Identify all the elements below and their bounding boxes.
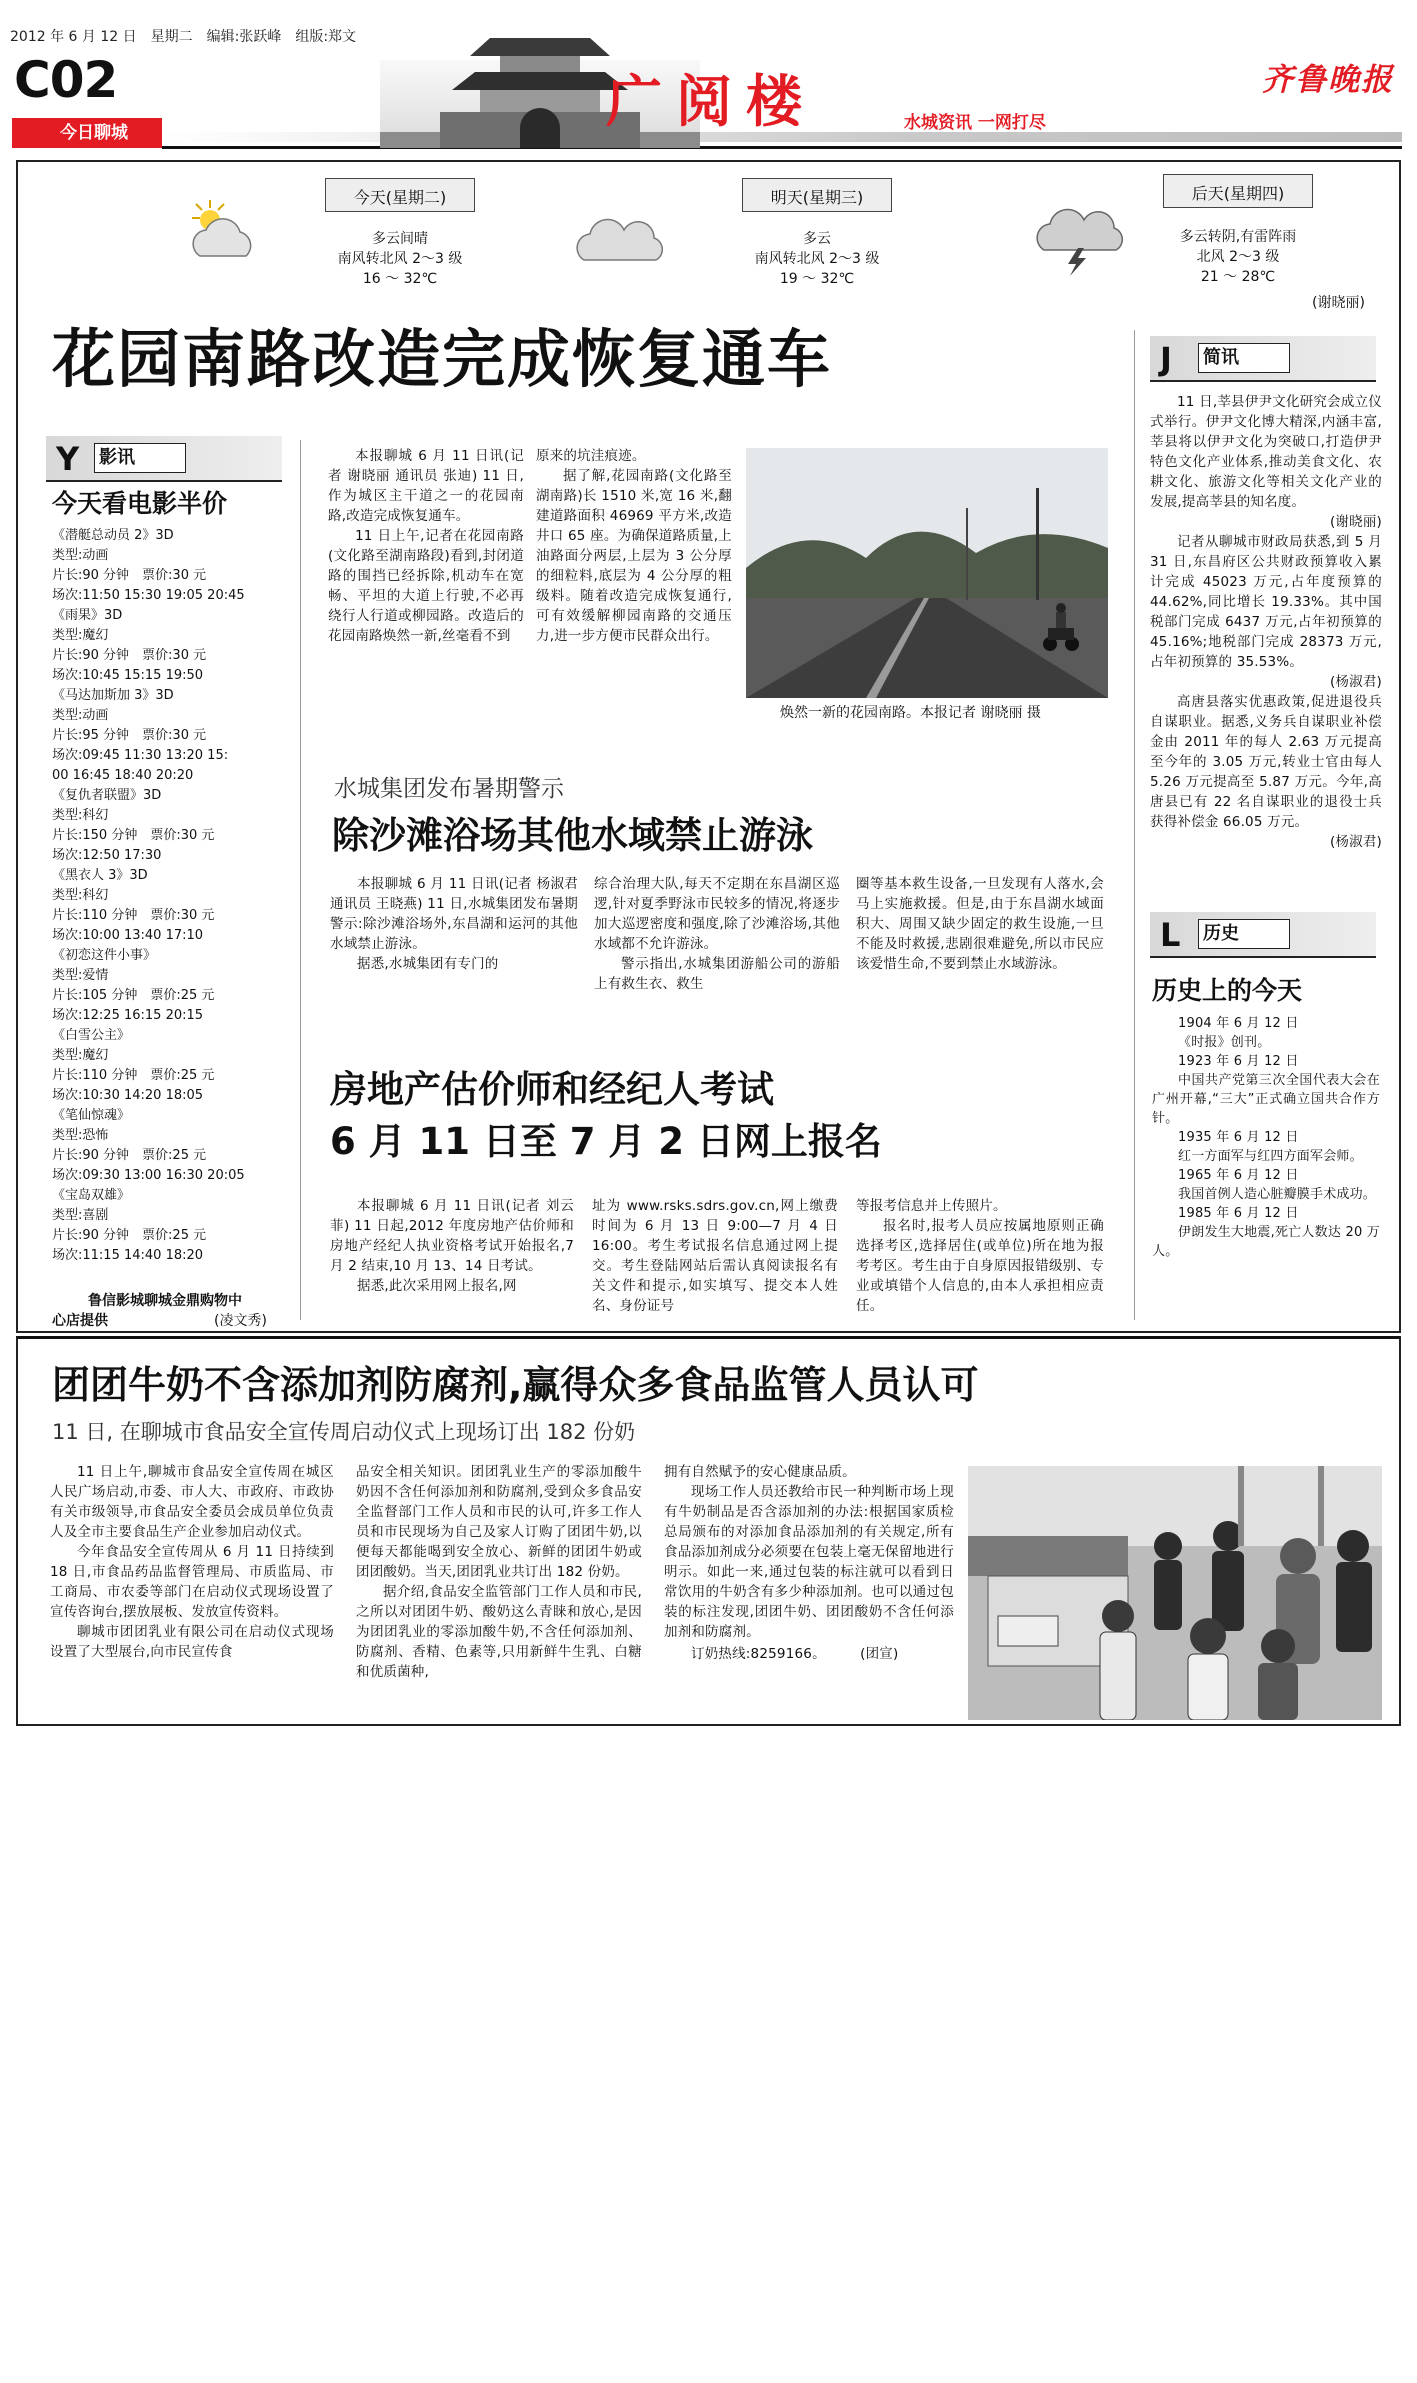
weather-day-1-line-2: 南风转北风 2～3 级 [337,251,463,267]
header-rule [162,146,1402,149]
movie-listing-line: 《潜艇总动员 2》3D [52,528,174,543]
lead-para-4: 据了解,花园南路(文化路至湖南路)长 1510 米,宽 16 米,翻建道路面积 46969 平方米,改造井口 65 座。为确保道路质量,上油路面分两层,上层为 3 公分厚的细粒料,底层为 4 公分厚的粗级料。随着改造完成恢复通行,可有效缓解柳园南路的交通压力,进一步方便市民群众出行。 [536,468,732,644]
movie-listing-line: 《复仇者联盟》3D [52,788,162,803]
movie-listing-line: 片长:95 分钟 票价:30 元 [52,728,207,743]
road-photo [746,448,1108,698]
milk-subhead: 11 日, 在聊城市食品安全宣传周启动仪式上现场订出 182 份奶 [52,1420,636,1444]
movie-listing-line: 类型:科幻 [52,888,109,903]
movies-listing [52,526,288,1266]
weather-day-1-label: 今天(星期二) [353,188,447,207]
movie-listing-line: 场次:10:45 15:15 19:50 [52,668,204,683]
swim-para-4: 警示指出,水城集团游船公司的游船上有救生衣、救生 [594,956,840,992]
movie-listing-line: 00 16:45 18:40 20:20 [52,768,194,783]
movie-listing-line: 类型:动画 [52,548,109,563]
dateline: 2012 年 6 月 12 日 星期二 编辑:张跃峰 组版:郑文 [10,29,357,45]
weather-day-2-line-1: 多云 [803,231,831,247]
briefs-body [1150,392,1382,852]
milk-para-1: 11 日上午,聊城市食品安全宣传周在城区人民广场启动,市委、市人大、市政府、市政协有关市级领导,市食品安全委员会成员单位负责人及全市主要食品生产企业参加启动仪式。 [50,1464,334,1540]
swim-kicker: 水城集团发布暑期警示 [334,776,564,802]
movie-listing-line: 类型:魔幻 [52,628,109,643]
history-event-date: 1904 年 6 月 12 日 [1178,1016,1299,1031]
weather-day-2-line-2: 南风转北风 2～3 级 [754,251,880,267]
milk-body-col2 [356,1462,642,1682]
movie-listing-line: 片长:105 分钟 票价:25 元 [52,988,215,1003]
weather-day-2-label: 明天(星期三) [770,188,864,207]
lead-para-3: 原来的坑洼痕迹。 [536,448,646,464]
movies-title: 今天看电影半价 [52,489,228,518]
brief-3: 高唐县落实优惠政策,促进退役兵自谋职业。据悉,义务兵自谋职业补偿金由 2011 年的每人 2.63 万元提高至今年的 3.05 万元,转业士官由每人 5.26 万元提高至 5.87 万元。今年,高唐县已有 22 名自谋职业的退役士兵获得补偿金 66.05 万元。 [1150,694,1382,830]
milk-hotline-credit: (团宣) [860,1646,899,1662]
milk-para-4: 品安全相关知识。团团乳业生产的零添加酸牛奶因不含任何添加剂和防腐剂,受到众多食品安全监督部门工作人员和市民的认可,许多工作人员和市民现场为自己及家人订购了团团牛奶,以便每天都能喝到安全放心、新鲜的团团牛奶或团团酸奶。当天,团团乳业共订出 182 份奶。 [356,1464,642,1580]
exam-headline-1: 房地产估价师和经纪人考试 [330,1068,774,1111]
history-event-text: 我国首例人造心脏瓣膜手术成功。 [1178,1187,1377,1202]
history-section-header [1150,912,1376,958]
milk-para-6: 拥有自然赋予的安心健康品质。 [664,1464,856,1480]
swim-body-col1 [330,874,578,974]
weather-credit: (谢晓丽) [1312,295,1365,311]
milk-body-col1 [50,1462,334,1662]
weather-day-3-line-3: 21 ～ 28℃ [1200,269,1276,285]
lead-para-2: 11 日上午,记者在花园南路(文化路至湖南路段)看到,封闭道路的围挡已经拆除,机动车在宽畅、平坦的大道上行驶,不必再绕行人行道或柳园路。改造后的花园南路焕然一新,丝毫看不到 [328,528,524,644]
brief-2-credit: (杨淑君) [1329,674,1382,690]
exam-para-4: 等报考信息并上传照片。 [856,1198,1007,1214]
movie-listing-line: 片长:90 分钟 票价:25 元 [52,1148,207,1163]
briefs-section-header [1150,336,1376,382]
swim-para-1: 本报聊城 6 月 11 日讯(记者 杨淑君 通讯员 王晓燕) 11 日,水城集团发布暑期警示:除沙滩浴场外,东昌湖和运河的其他水域禁止游泳。 [330,876,578,952]
weather-day-2-line-3: 19 ～ 32℃ [779,271,855,287]
brief-2: 记者从聊城市财政局获悉,到 5 月 31 日,东昌府区公共财政预算收入累计完成 45023 万元,占年度预算的 44.62%,同比增长 19.33%。其中国税部门完成 6437 万元,占年初预算的 45.16%;地税部门完成 28373 万元,占年初预算的 35.53%。 [1150,534,1382,670]
swim-body-col3 [856,874,1104,974]
swim-headline: 除沙滩浴场其他水域禁止游泳 [332,814,813,857]
history-event-text: 《时报》创刊。 [1178,1035,1271,1050]
movie-listing-line: 片长:90 分钟 票价:30 元 [52,648,207,663]
movie-listing-line: 《宝岛双雄》 [52,1188,131,1203]
cloudy-icon [570,200,670,272]
milk-para-2: 今年食品安全宣传周从 6 月 11 日持续到 18 日,市食品药品监督管理局、市质监局、市工商局、市农委等部门在启动仪式现场设置了宣传咨询台,摆放展板、发放宣传资料。 [50,1544,334,1620]
lead-body-col1 [328,446,524,646]
movie-listing-line: 场次:12:50 17:30 [52,848,162,863]
movie-listing-line: 片长:90 分钟 票价:30 元 [52,568,207,583]
movie-listing-line: 《马达加斯加 3》3D [52,688,174,703]
column-divider-left [300,440,301,1320]
movie-listing-line: 场次:10:00 13:40 17:10 [52,928,204,943]
milk-hotline-text: 订奶热线:8259166。 [691,1646,820,1662]
movie-listing-line: 《笔仙惊魂》 [52,1108,131,1123]
movie-listing-line: 片长:150 分钟 票价:30 元 [52,828,215,843]
partly-sunny-icon [180,192,270,272]
movie-listing-line: 场次:09:30 13:00 16:30 20:05 [52,1168,245,1183]
column-title: 广阅楼 [606,69,816,135]
movie-listing-line: 《初恋这件小事》 [52,948,157,963]
swim-para-5: 圈等基本救生设备,一旦发现有人落水,会马上实施救援。但是,由于东昌湖水域面积大、周围又缺少固定的救生设施,一旦不能及时救援,悲剧很难避免,所以市民应该爱惜生命,不要到禁止水域游泳。 [856,876,1104,972]
page-code: C02 [14,51,118,109]
exam-headline-2: 6 月 11 日至 7 月 2 日网上报名 [330,1120,882,1163]
history-event-date: 1935 年 6 月 12 日 [1178,1130,1299,1145]
movie-listing-line: 类型:爱情 [52,968,109,983]
movie-listing-line: 《白雪公主》 [52,1028,131,1043]
movie-listing-line: 类型:动画 [52,708,109,723]
history-section-name: 历史 [1198,919,1290,949]
movie-listing-line: 场次:09:45 11:30 13:20 15: [52,748,229,763]
briefs-section-name: 简讯 [1198,343,1290,373]
history-title: 历史上的今天 [1152,976,1303,1005]
movie-listing-line: 类型:喜剧 [52,1208,109,1223]
movie-listing-line: 片长:110 分钟 票价:30 元 [52,908,215,923]
milk-body-col3 [664,1462,954,1664]
movie-listing-line: 场次:12:25 16:15 20:15 [52,1008,204,1023]
movie-listing-line: 场次:10:30 14:20 18:05 [52,1088,204,1103]
movie-listing-line: 类型:科幻 [52,808,109,823]
history-event-text: 红一方面军与红四方面军会师。 [1178,1149,1363,1164]
movie-listing-line: 片长:90 分钟 票价:25 元 [52,1228,207,1243]
exam-body-col1 [330,1196,574,1296]
thunderstorm-icon [1030,198,1130,278]
section-label: 今日聊城 [60,123,128,143]
movie-listing-line: 场次:11:50 15:30 19:05 20:45 [52,588,245,603]
history-section-letter: L [1160,916,1181,954]
paper-name-logo: 齐鲁晚报 [1262,62,1394,98]
movie-listing-line: 类型:魔幻 [52,1048,109,1063]
weather-day-1-line-3: 16 ～ 32℃ [362,271,438,287]
history-event-date: 1985 年 6 月 12 日 [1178,1206,1299,1221]
history-event-text: 伊朗发生大地震,死亡人数达 20 万人。 [1152,1225,1380,1259]
milk-event-photo [968,1466,1382,1720]
exam-body-col3 [856,1196,1104,1316]
history-events [1152,1014,1380,1261]
milk-para-7: 现场工作人员还教给市民一种判断市场上现有牛奶制品是否含添加剂的办法:根据国家质检总局颁布的对添加食品添加剂的有关规定,所有食品添加剂成分必须要在包装上毫无保留地进行明示。如此一来,通过包装的标注就可以看到日常饮用的牛奶含有多少种添加剂。也可以通过包装的标注发现,团团牛奶、团团酸奶不含任何添加剂和防腐剂。 [664,1484,954,1640]
brief-1: 11 日,莘县伊尹文化研究会成立仪式举行。伊尹文化博大精深,内涵丰富,莘县将以伊尹文化为突破口,打造伊尹特色文化产业体系,推动美食文化、农耕文化、旅游文化等相关文化产业的发展,提高莘县的知名度。 [1150,394,1382,510]
history-event-text: 中国共产党第三次全国代表大会在广州开幕,“三大”正式确立国共合作方针。 [1152,1073,1380,1126]
milk-para-5: 据介绍,食品安全监管部门工作人员和市民,之所以对团团牛奶、酸奶这么青睐和放心,是因为团团乳业的零添加酸牛奶,不含任何添加剂、防腐剂、香精、色素等,只用新鲜牛生乳、白糖和优质菌种, [356,1584,642,1680]
swim-para-3: 综合治理大队,每天不定期在东昌湖区巡逻,针对夏季野泳市民较多的情况,将逐步加大巡逻密度和强度,除了沙滩浴场,其他水域都不允许游泳。 [594,876,840,952]
movies-section-letter: Y [56,440,80,478]
history-event-date: 1923 年 6 月 12 日 [1178,1054,1299,1069]
road-photo-caption: 焕然一新的花园南路。本报记者 谢晓丽 摄 [780,705,1041,721]
movie-listing-line: 《黑衣人 3》3D [52,868,148,883]
swim-para-2: 据悉,水城集团有专门的 [357,956,499,972]
column-slogan: 水城资讯 一网打尽 [904,113,1046,133]
lead-para-1: 本报聊城 6 月 11 日讯(记者 谢晓丽 通讯员 张迪) 11 日,作为城区主干道之一的花园南路,改造完成恢复通车。 [328,448,524,524]
movie-listing-line: 片长:110 分钟 票价:25 元 [52,1068,215,1083]
weather-day-3-line-2: 北风 2～3 级 [1196,249,1280,265]
weather-day-3-label: 后天(星期四) [1191,184,1285,203]
history-event-date: 1965 年 6 月 12 日 [1178,1168,1299,1183]
movies-provider-a: 鲁信影城聊城金鼎购物中 [88,1293,242,1309]
movies-section-header [46,436,282,482]
milk-para-3: 聊城市团团乳业有限公司在启动仪式现场设置了大型展台,向市民宣传食 [50,1624,334,1660]
lead-headline: 花园南路改造完成恢复通车 [52,323,832,396]
milk-headline: 团团牛奶不含添加剂防腐剂,赢得众多食品监管人员认可 [52,1363,979,1407]
movies-provider-credit: (凌文秀) [214,1313,267,1329]
movies-section-name: 影讯 [94,443,186,473]
movie-listing-line: 类型:恐怖 [52,1128,109,1143]
lead-body-col2 [536,446,732,646]
exam-para-2: 据悉,此次采用网上报名,网 [357,1278,517,1294]
exam-para-1: 本报聊城 6 月 11 日讯(记者 刘云菲) 11 日起,2012 年度房地产估价师和房地产经纪人执业资格考试开始报名,7 月 2 结束,10 月 13、14 日考试。 [330,1198,574,1274]
movies-provider-b: 心店提供 [52,1313,108,1329]
weather-day-3-line-1: 多云转阴,有雷阵雨 [1179,229,1297,245]
milk-hotline [664,1644,954,1664]
brief-1-credit: (谢晓丽) [1329,514,1382,530]
column-divider-right [1134,330,1135,1320]
exam-para-3: 址为 www.rsks.sdrs.gov.cn,网上缴费时间为 6 月 13 日 9:00—7 月 4 日 16:00。考生考试报名信息通过网上提交。考生登陆网站后需认真阅读报名有关文件和提示,如实填写、提交本人姓名、身份证号 [592,1198,838,1314]
swim-body-col2 [594,874,840,994]
movie-listing-line: 场次:11:15 14:40 18:20 [52,1248,204,1263]
movie-listing-line: 《雨果》3D [52,608,123,623]
briefs-section-letter: J [1160,340,1172,378]
exam-para-5: 报名时,报考人员应按属地原则正确选择考区,选择居住(或单位)所在地为报考考区。考生由于自身原因报错级别、专业或填错个人信息的,由本人承担相应责任。 [856,1218,1104,1314]
weather-day-1-line-1: 多云间晴 [372,231,428,247]
exam-body-col2 [592,1196,838,1316]
brief-3-credit: (杨淑君) [1329,834,1382,850]
